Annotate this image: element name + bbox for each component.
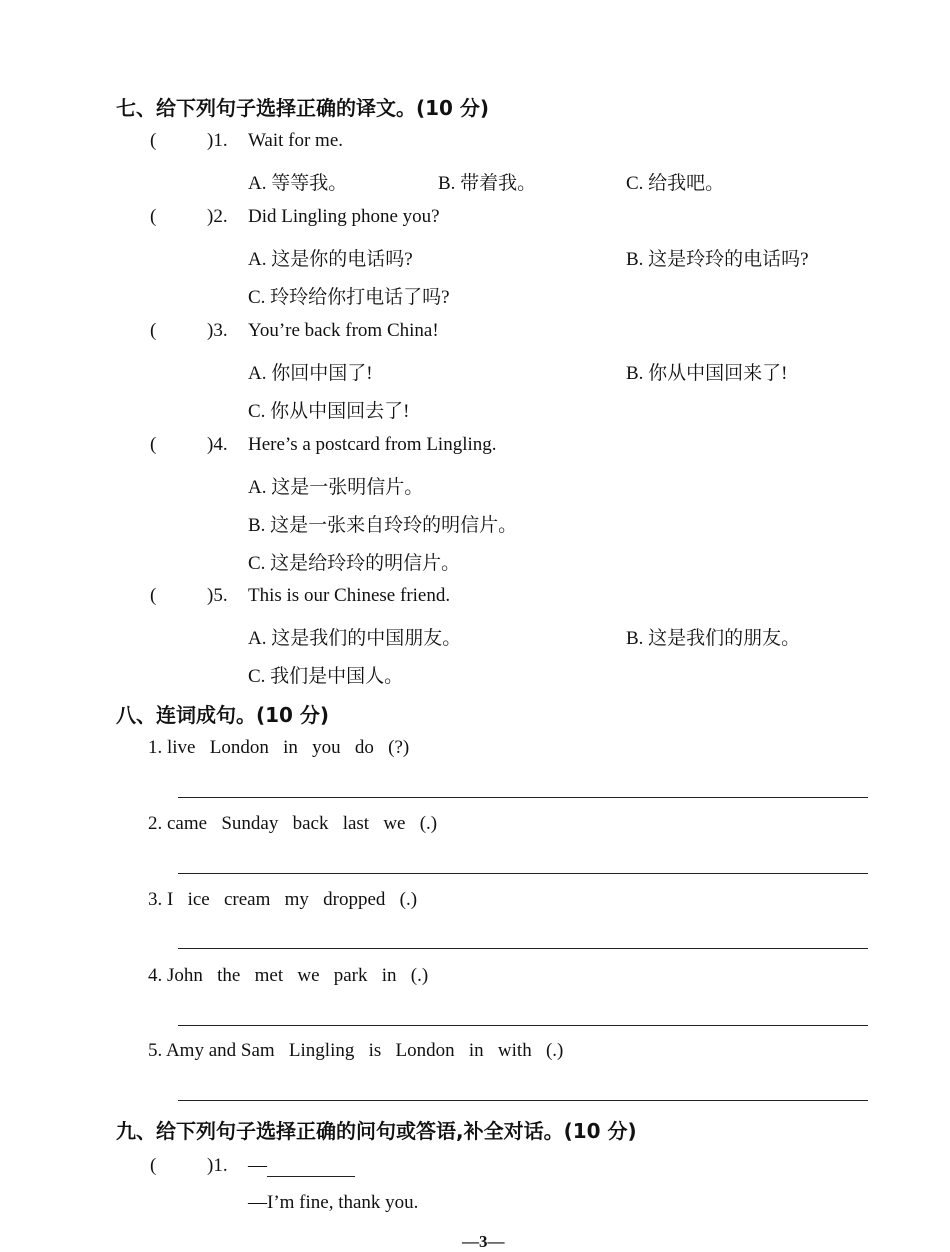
- item-number: )5.: [207, 585, 228, 606]
- option-c: C. 这是给玲玲的明信片。: [248, 553, 461, 574]
- item-number: )3.: [207, 320, 228, 341]
- question-text: Here’s a postcard from Lingling.: [248, 434, 497, 455]
- section-9-title: 九、给下列句子选择正确的问句或答语,补全对话。(10 分): [116, 1119, 637, 1143]
- answer-paren-1[interactable]: (: [150, 130, 157, 151]
- word-order-item-2: 2. came Sunday back last we (.): [148, 813, 438, 834]
- option-c: C. 给我吧。: [626, 173, 725, 194]
- dialog-question-line: [248, 1155, 355, 1177]
- option-c: C. 我们是中国人。: [248, 666, 404, 687]
- option-c: C. 玲玲给你打电话了吗?: [248, 287, 450, 308]
- word-order-item-3: 3. I ice cream my dropped (.): [148, 889, 418, 910]
- word-order-item-1: 1. live London in you do (?): [148, 737, 410, 758]
- item-number: )4.: [207, 434, 228, 455]
- option-b: B. 这是一张来自玲玲的明信片。: [248, 515, 518, 536]
- item-number: )1.: [207, 130, 228, 151]
- question-text: Wait for me.: [248, 130, 344, 151]
- option-c: C. 你从中国回去了!: [248, 401, 410, 422]
- answer-paren-5[interactable]: (: [150, 585, 157, 606]
- page-number: —3—: [462, 1232, 505, 1251]
- question-text: This is our Chinese friend.: [248, 585, 451, 606]
- answer-paren-3[interactable]: (: [150, 320, 157, 341]
- question-text: You’re back from China!: [248, 320, 439, 341]
- option-a: A. 这是我们的中国朋友。: [248, 628, 462, 649]
- option-a: A. 这是你的电话吗?: [248, 249, 413, 270]
- answer-line-1[interactable]: [178, 797, 868, 798]
- answer-line-5[interactable]: [178, 1100, 868, 1101]
- question-text: Did Lingling phone you?: [248, 206, 440, 227]
- dash: —: [248, 1155, 267, 1176]
- option-b: B. 这是我们的朋友。: [626, 628, 801, 649]
- section-8-title: 八、连词成句。(10 分): [116, 703, 330, 727]
- item-number: )2.: [207, 206, 228, 227]
- item-number: )1.: [207, 1155, 228, 1176]
- answer-line-3[interactable]: [178, 948, 868, 949]
- answer-paren-9-1[interactable]: (: [150, 1155, 157, 1176]
- word-order-item-4: 4. John the met we park in (.): [148, 965, 429, 986]
- dialog-answer: —I’m fine, thank you.: [248, 1192, 419, 1213]
- answer-paren-2[interactable]: (: [150, 206, 157, 227]
- option-a: A. 你回中国了!: [248, 363, 373, 384]
- answer-line-4[interactable]: [178, 1025, 868, 1026]
- section-7-title: 七、给下列句子选择正确的译文。(10 分): [116, 96, 490, 120]
- option-b: B. 带着我。: [438, 173, 537, 194]
- option-a: A. 等等我。: [248, 173, 348, 194]
- option-b: B. 这是玲玲的电话吗?: [626, 249, 809, 270]
- option-b: B. 你从中国回来了!: [626, 363, 788, 384]
- word-order-item-5: 5. Amy and Sam Lingling is London in with (.): [148, 1040, 564, 1061]
- answer-line-2[interactable]: [178, 873, 868, 874]
- fill-blank[interactable]: [267, 1158, 355, 1177]
- option-a: A. 这是一张明信片。: [248, 477, 424, 498]
- answer-paren-4[interactable]: (: [150, 434, 157, 455]
